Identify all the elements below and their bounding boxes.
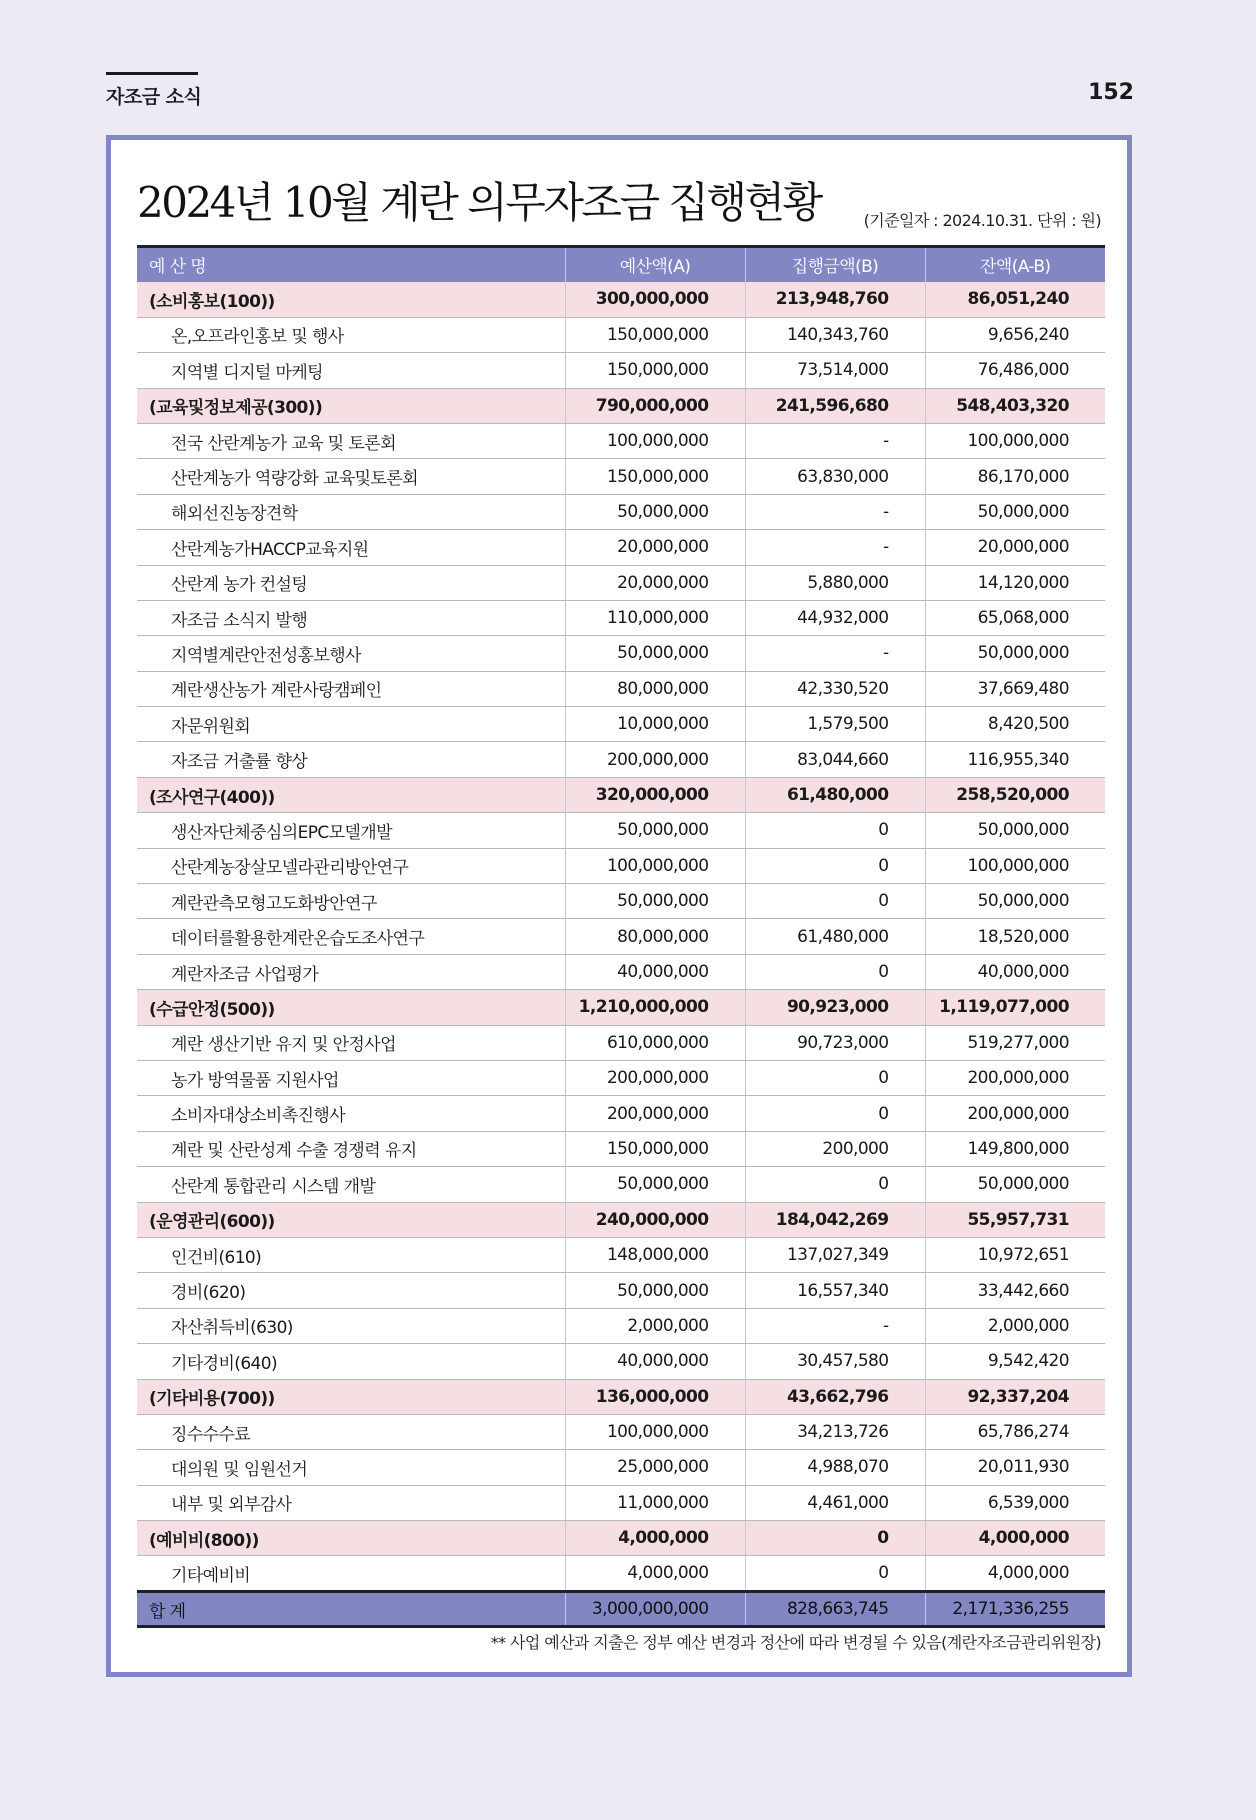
budget-amount-cell: 11,000,000 [565, 1485, 745, 1520]
balance-cell: 8,420,500 [925, 707, 1105, 742]
balance-cell: 86,170,000 [925, 459, 1105, 494]
budget-name-cell: 온,오프라인홍보 및 행사 [137, 317, 565, 352]
executed-amount-cell: 30,457,580 [745, 1344, 925, 1379]
budget-name-cell: 대의원 및 임원선거 [137, 1450, 565, 1485]
total-budget: 3,000,000,000 [565, 1591, 745, 1626]
balance-cell: 55,957,731 [925, 1202, 1105, 1237]
budget-name-cell: (수급안정(500)) [137, 990, 565, 1025]
total-label: 합 계 [137, 1591, 565, 1626]
table-row [137, 884, 1105, 919]
balance-cell: 100,000,000 [925, 848, 1105, 883]
budget-name-cell: 산란계 농가 컨설팅 [137, 565, 565, 600]
table-body [137, 282, 1105, 1591]
table-row [137, 1025, 1105, 1060]
budget-amount-cell: 200,000,000 [565, 1060, 745, 1095]
budget-amount-cell: 1,210,000,000 [565, 990, 745, 1025]
executed-amount-cell: 42,330,520 [745, 671, 925, 706]
balance-cell: 14,120,000 [925, 565, 1105, 600]
executed-amount-cell: 43,662,796 [745, 1379, 925, 1414]
category-row [137, 282, 1105, 317]
budget-amount-cell: 80,000,000 [565, 671, 745, 706]
budget-name-cell: (조사연구(400)) [137, 777, 565, 812]
header-budget-amount: 예산액(A) [565, 247, 745, 282]
budget-amount-cell: 100,000,000 [565, 848, 745, 883]
balance-cell: 50,000,000 [925, 494, 1105, 529]
budget-amount-cell: 2,000,000 [565, 1308, 745, 1343]
budget-amount-cell: 200,000,000 [565, 1096, 745, 1131]
balance-cell: 258,520,000 [925, 777, 1105, 812]
executed-amount-cell: 200,000 [745, 1131, 925, 1166]
executed-amount-cell: 63,830,000 [745, 459, 925, 494]
balance-cell: 50,000,000 [925, 884, 1105, 919]
table-row [137, 317, 1105, 352]
balance-cell: 18,520,000 [925, 919, 1105, 954]
executed-amount-cell: 44,932,000 [745, 600, 925, 635]
table-header-row [137, 247, 1105, 282]
table-row [137, 1060, 1105, 1095]
table-row [137, 1344, 1105, 1379]
executed-amount-cell: - [745, 1308, 925, 1343]
executed-amount-cell: 0 [745, 884, 925, 919]
table-row [137, 459, 1105, 494]
executed-amount-cell: 0 [745, 954, 925, 989]
balance-cell: 50,000,000 [925, 813, 1105, 848]
budget-amount-cell: 4,000,000 [565, 1521, 745, 1556]
budget-amount-cell: 110,000,000 [565, 600, 745, 635]
header-executed-amount: 집행금액(B) [745, 247, 925, 282]
table-row [137, 600, 1105, 635]
balance-cell: 200,000,000 [925, 1096, 1105, 1131]
running-header [106, 72, 1134, 112]
budget-amount-cell: 136,000,000 [565, 1379, 745, 1414]
budget-name-cell: 인건비(610) [137, 1237, 565, 1272]
table-row [137, 954, 1105, 989]
budget-name-cell: 자문위원회 [137, 707, 565, 742]
budget-execution-table [137, 245, 1105, 1628]
budget-amount-cell: 50,000,000 [565, 813, 745, 848]
budget-name-cell: 계란자조금 사업평가 [137, 954, 565, 989]
executed-amount-cell: - [745, 494, 925, 529]
table-row [137, 636, 1105, 671]
budget-amount-cell: 150,000,000 [565, 459, 745, 494]
budget-name-cell: 지역별 디지털 마케팅 [137, 353, 565, 388]
balance-cell: 92,337,204 [925, 1379, 1105, 1414]
section-label: 자조금 소식 [106, 86, 202, 108]
executed-amount-cell: 184,042,269 [745, 1202, 925, 1237]
executed-amount-cell: 0 [745, 848, 925, 883]
table-row [137, 1237, 1105, 1272]
budget-amount-cell: 150,000,000 [565, 317, 745, 352]
budget-name-cell: 계란생산농가 계란사랑캠페인 [137, 671, 565, 706]
table-row [137, 1556, 1105, 1591]
budget-name-cell: 산란계농장살모넬라관리방안연구 [137, 848, 565, 883]
table-row [137, 1414, 1105, 1449]
balance-cell: 149,800,000 [925, 1131, 1105, 1166]
budget-name-cell: 데이터를활용한계란온습도조사연구 [137, 919, 565, 954]
balance-cell: 40,000,000 [925, 954, 1105, 989]
budget-name-cell: 계란 및 산란성계 수출 경쟁력 유지 [137, 1131, 565, 1166]
budget-amount-cell: 100,000,000 [565, 423, 745, 458]
balance-cell: 10,972,651 [925, 1237, 1105, 1272]
executed-amount-cell: 241,596,680 [745, 388, 925, 423]
table-row [137, 423, 1105, 458]
budget-amount-cell: 50,000,000 [565, 1273, 745, 1308]
budget-name-cell: 기타경비(640) [137, 1344, 565, 1379]
budget-amount-cell: 25,000,000 [565, 1450, 745, 1485]
budget-name-cell: 자조금 소식지 발행 [137, 600, 565, 635]
balance-cell: 65,786,274 [925, 1414, 1105, 1449]
reference-date-note: (기준일자 : 2024.10.31. 단위 : 원) [863, 211, 1101, 230]
budget-amount-cell: 610,000,000 [565, 1025, 745, 1060]
executed-amount-cell: 0 [745, 1167, 925, 1202]
balance-cell: 50,000,000 [925, 636, 1105, 671]
total-balance: 2,171,336,255 [925, 1591, 1105, 1626]
balance-cell: 116,955,340 [925, 742, 1105, 777]
budget-amount-cell: 240,000,000 [565, 1202, 745, 1237]
budget-amount-cell: 20,000,000 [565, 530, 745, 565]
executed-amount-cell: 1,579,500 [745, 707, 925, 742]
executed-amount-cell: 0 [745, 813, 925, 848]
budget-amount-cell: 150,000,000 [565, 1131, 745, 1166]
budget-amount-cell: 20,000,000 [565, 565, 745, 600]
total-row [137, 1591, 1105, 1626]
section-divider [106, 72, 198, 75]
balance-cell: 548,403,320 [925, 388, 1105, 423]
table-row [137, 1308, 1105, 1343]
budget-name-cell: 생산자단체중심의EPC모델개발 [137, 813, 565, 848]
executed-amount-cell: 90,923,000 [745, 990, 925, 1025]
budget-amount-cell: 50,000,000 [565, 1167, 745, 1202]
balance-cell: 4,000,000 [925, 1556, 1105, 1591]
executed-amount-cell: 34,213,726 [745, 1414, 925, 1449]
document-title: 2024년 10월 계란 의무자조금 집행현황 [137, 178, 821, 227]
category-row [137, 1202, 1105, 1237]
table-row [137, 707, 1105, 742]
budget-amount-cell: 790,000,000 [565, 388, 745, 423]
table-row [137, 1131, 1105, 1166]
budget-name-cell: 자산취득비(630) [137, 1308, 565, 1343]
budget-amount-cell: 148,000,000 [565, 1237, 745, 1272]
executed-amount-cell: 73,514,000 [745, 353, 925, 388]
budget-name-cell: (기타비용(700)) [137, 1379, 565, 1414]
total-executed: 828,663,745 [745, 1591, 925, 1626]
executed-amount-cell: 0 [745, 1060, 925, 1095]
budget-amount-cell: 150,000,000 [565, 353, 745, 388]
budget-name-cell: 산란계 통합관리 시스템 개발 [137, 1167, 565, 1202]
balance-cell: 33,442,660 [925, 1273, 1105, 1308]
balance-cell: 65,068,000 [925, 600, 1105, 635]
report-frame [106, 135, 1132, 1677]
page-number: 152 [1088, 80, 1134, 105]
table-row [137, 1096, 1105, 1131]
balance-cell: 76,486,000 [925, 353, 1105, 388]
category-row [137, 990, 1105, 1025]
header-budget-name: 예 산 명 [137, 247, 565, 282]
balance-cell: 519,277,000 [925, 1025, 1105, 1060]
balance-cell: 1,119,077,000 [925, 990, 1105, 1025]
header-balance: 잔액(A-B) [925, 247, 1105, 282]
budget-amount-cell: 100,000,000 [565, 1414, 745, 1449]
budget-name-cell: 기타예비비 [137, 1556, 565, 1591]
executed-amount-cell: 83,044,660 [745, 742, 925, 777]
executed-amount-cell: 0 [745, 1556, 925, 1591]
budget-amount-cell: 50,000,000 [565, 636, 745, 671]
budget-amount-cell: 300,000,000 [565, 282, 745, 317]
budget-amount-cell: 80,000,000 [565, 919, 745, 954]
budget-name-cell: 경비(620) [137, 1273, 565, 1308]
balance-cell: 4,000,000 [925, 1521, 1105, 1556]
executed-amount-cell: - [745, 423, 925, 458]
budget-name-cell: 지역별계란안전성홍보행사 [137, 636, 565, 671]
title-row [137, 168, 1101, 230]
table-row [137, 1167, 1105, 1202]
budget-name-cell: 소비자대상소비촉진행사 [137, 1096, 565, 1131]
table-row [137, 742, 1105, 777]
executed-amount-cell: 0 [745, 1096, 925, 1131]
balance-cell: 9,542,420 [925, 1344, 1105, 1379]
executed-amount-cell: 137,027,349 [745, 1237, 925, 1272]
budget-name-cell: 산란계농가 역량강화 교육및토론회 [137, 459, 565, 494]
executed-amount-cell: 5,880,000 [745, 565, 925, 600]
budget-amount-cell: 50,000,000 [565, 884, 745, 919]
balance-cell: 100,000,000 [925, 423, 1105, 458]
budget-amount-cell: 10,000,000 [565, 707, 745, 742]
table-row [137, 1273, 1105, 1308]
executed-amount-cell: 4,461,000 [745, 1485, 925, 1520]
executed-amount-cell: - [745, 530, 925, 565]
table-row [137, 565, 1105, 600]
category-row [137, 1379, 1105, 1414]
budget-name-cell: (예비비(800)) [137, 1521, 565, 1556]
budget-amount-cell: 40,000,000 [565, 1344, 745, 1379]
table-row [137, 919, 1105, 954]
balance-cell: 6,539,000 [925, 1485, 1105, 1520]
budget-name-cell: 계란관측모형고도화방안연구 [137, 884, 565, 919]
executed-amount-cell: - [745, 636, 925, 671]
budget-amount-cell: 4,000,000 [565, 1556, 745, 1591]
budget-name-cell: 징수수수료 [137, 1414, 565, 1449]
executed-amount-cell: 61,480,000 [745, 777, 925, 812]
budget-amount-cell: 320,000,000 [565, 777, 745, 812]
balance-cell: 86,051,240 [925, 282, 1105, 317]
balance-cell: 37,669,480 [925, 671, 1105, 706]
balance-cell: 50,000,000 [925, 1167, 1105, 1202]
executed-amount-cell: 140,343,760 [745, 317, 925, 352]
budget-name-cell: (소비홍보(100)) [137, 282, 565, 317]
balance-cell: 20,011,930 [925, 1450, 1105, 1485]
table-row [137, 353, 1105, 388]
table-row [137, 671, 1105, 706]
table-row [137, 494, 1105, 529]
budget-name-cell: (교육및정보제공(300)) [137, 388, 565, 423]
table-row [137, 1450, 1105, 1485]
category-row [137, 777, 1105, 812]
table-row [137, 530, 1105, 565]
budget-amount-cell: 50,000,000 [565, 494, 745, 529]
balance-cell: 9,656,240 [925, 317, 1105, 352]
table-row [137, 1485, 1105, 1520]
budget-name-cell: 해외선진농장견학 [137, 494, 565, 529]
budget-name-cell: 내부 및 외부감사 [137, 1485, 565, 1520]
budget-name-cell: 농가 방역물품 지원사업 [137, 1060, 565, 1095]
executed-amount-cell: 16,557,340 [745, 1273, 925, 1308]
budget-name-cell: 전국 산란계농가 교육 및 토론회 [137, 423, 565, 458]
footnote: ** 사업 예산과 지출은 정부 예산 변경과 정산에 따라 변경될 수 있음(계란자조금관리위원장) [490, 1633, 1101, 1652]
budget-name-cell: (운영관리(600)) [137, 1202, 565, 1237]
table-row [137, 848, 1105, 883]
executed-amount-cell: 61,480,000 [745, 919, 925, 954]
budget-name-cell: 계란 생산기반 유지 및 안정사업 [137, 1025, 565, 1060]
balance-cell: 200,000,000 [925, 1060, 1105, 1095]
category-row [137, 388, 1105, 423]
executed-amount-cell: 90,723,000 [745, 1025, 925, 1060]
category-row [137, 1521, 1105, 1556]
balance-cell: 2,000,000 [925, 1308, 1105, 1343]
budget-amount-cell: 40,000,000 [565, 954, 745, 989]
executed-amount-cell: 0 [745, 1521, 925, 1556]
balance-cell: 20,000,000 [925, 530, 1105, 565]
executed-amount-cell: 4,988,070 [745, 1450, 925, 1485]
executed-amount-cell: 213,948,760 [745, 282, 925, 317]
budget-amount-cell: 200,000,000 [565, 742, 745, 777]
budget-name-cell: 자조금 거출률 향상 [137, 742, 565, 777]
budget-name-cell: 산란계농가HACCP교육지원 [137, 530, 565, 565]
table-row [137, 813, 1105, 848]
